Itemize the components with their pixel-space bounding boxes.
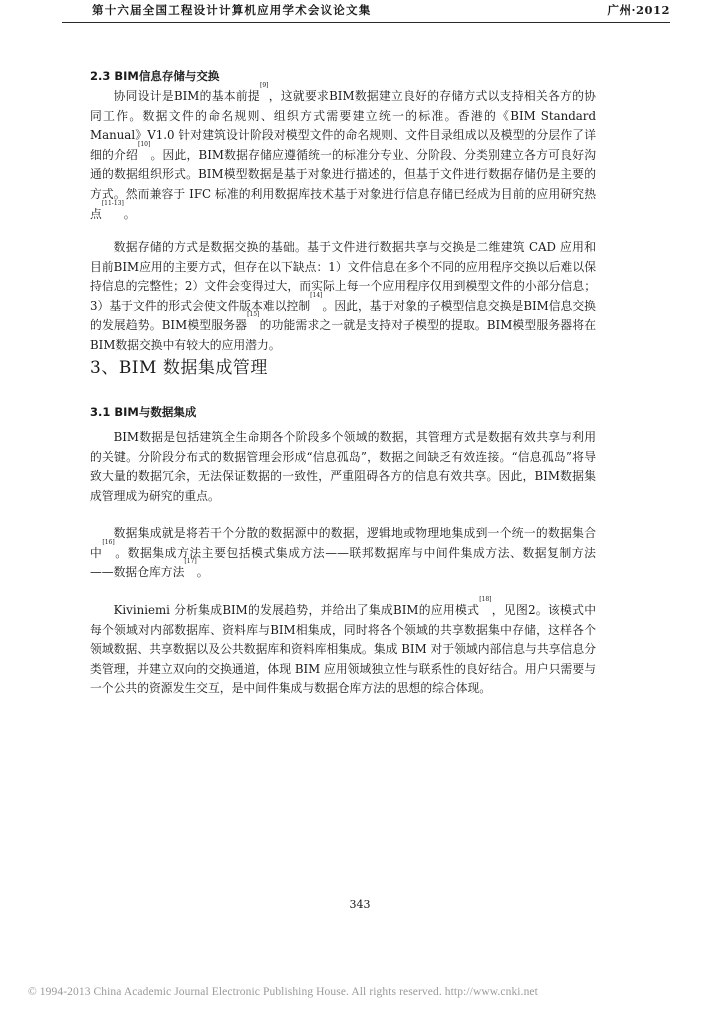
citation: [14] <box>310 291 323 299</box>
section-2-3-heading: 2.3 BIM信息存储与交换 <box>90 69 220 83</box>
page-number: 343 <box>349 898 371 911</box>
section-3-1-paragraph-2: 数据集成就是将若干个分散的数据源中的数据，逻辑地或物理地集成到一个统一的数据集合中[16]。数据集成方法主要包括模式集成方法——联邦数据库与中间件集成方法、数据复制方法——数据仓库方法[17]。 <box>90 526 596 580</box>
venue-year: 广州·2012 <box>607 3 670 17</box>
citation: [18] <box>479 596 492 603</box>
citation: [15] <box>247 311 260 319</box>
running-header <box>62 0 670 23</box>
copyright-footer: © 1994-2013 China Academic Journal Electronic Publishing House. All rights reserved. http://www.cnki.net <box>28 986 538 998</box>
section-2-3-paragraph-1: 协同设计是BIM的基本前提[9]，这就要求BIM数据建立良好的存储方式以支持相关各方的协同工作。数据文件的命名规则、组织方式需要建立统一的标准。香港的《BIM Standard Manual》V1.0 针对建筑设计阶段对模型文件的命名规则、文件目录组成以及模型的分层作了详细的介绍[10]。因此，BIM数据存储应遵循统一的标准分专业、分阶段、分类别建立各方可良好沟通的数据组织形式。BIM模型数据是基于对象进行描述的，但基于文件进行数据存储仍是主要的方式。然而兼容于 IFC 标准的利用数据库技术基于对象进行信息存储已经成为目前的应用研究热点[11-13]。 <box>90 82 596 221</box>
section-3-heading: 3、BIM 数据集成管理 <box>90 358 268 378</box>
citation: [9] <box>260 82 269 89</box>
citation: [10] <box>138 140 151 148</box>
citation: [17] <box>184 558 197 566</box>
citation: [11-13] <box>101 199 124 207</box>
section-3-1-heading: 3.1 BIM与数据集成 <box>90 405 197 419</box>
citation: [16] <box>102 538 115 546</box>
section-2-3-paragraph-2: 数据存储的方式是数据交换的基础。基于文件进行数据共享与交换是二维建筑 CAD 应用和目前BIM应用的主要方式，但存在以下缺点：1）文件信息在多个不同的应用程序交换以后难以保持信息的完整性；2）文件会变得过大，而实际上每一个应用程序仅用到模型文件的小部分信息；3）基于文件的形式会使文件版本难以控制[14]。因此，基于对象的子模型信息交换是BIM信息交换的发展趋势。BIM模型服务器[15]的功能需求之一就是支持对子模型的提取。BIM模型服务器将在BIM数据交换中有较大的应用潜力。 <box>90 240 596 352</box>
section-3-1-paragraph-1: BIM数据是包括建筑全生命期各个阶段多个领域的数据，其管理方式是数据有效共享与利用的关键。分阶段分布式的数据管理会形成“信息孤岛”，数据之间缺乏有效连接。“信息孤岛”将导致大量的数据冗余，无法保证数据的一致性，严重阻碍各方的信息有效共享。因此，BIM数据集成管理成为研究的重点。 <box>90 430 596 503</box>
section-3-1-paragraph-3: Kiviniemi 分析集成BIM的发展趋势，并给出了集成BIM的应用模式[18]，见图2。该模式中每个领域对内部数据库、资料库与BIM相集成，同时将各个领域的共享数据集中存储，这样各个领域数据、共享数据以及公共数据库和资料库相集成。集成 BIM 对于领域内部信息与共享信息分类管理，并建立双向的交换通道，体现 BIM 应用领域独立性与联系性的良好结合。用户只需要与一个公共的资源发生交互，是中间件集成与数据仓库方法的思想的综合体现。 <box>90 596 597 696</box>
proceedings-title: 第十六届全国工程设计计算机应用学术会议论文集 <box>92 3 372 17</box>
